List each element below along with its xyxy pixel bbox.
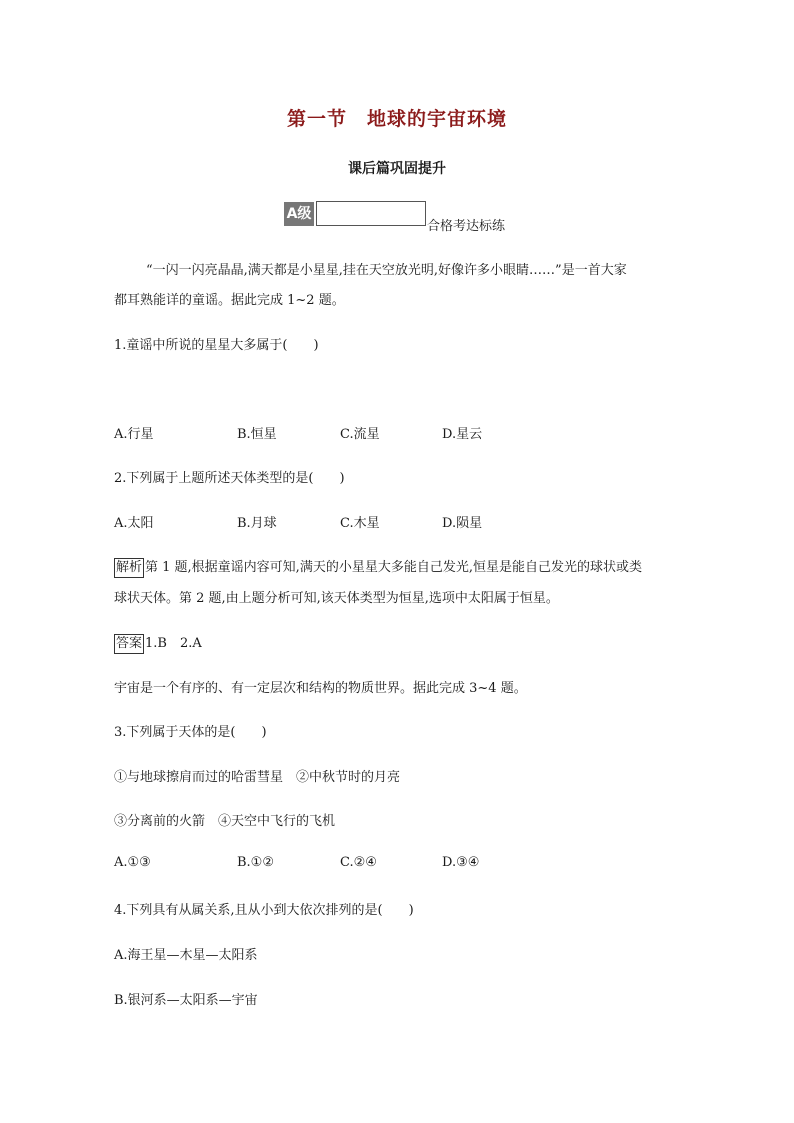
q1-option-b: B.恒星 [237, 427, 277, 442]
q4-option-a: A.海王星—木星—太阳系 [114, 948, 258, 963]
level-score-box [316, 201, 426, 226]
intro-paragraph-2: 宇宙是一个有序的、有一定层次和结构的物质世界。据此完成 3~4 题。 [114, 681, 527, 696]
q2-option-d: D.陨星 [442, 516, 483, 531]
analysis-line1 [114, 556, 642, 578]
question-4-stem: 4.下列具有从属关系,且从小到大依次排列的是( ) [114, 903, 414, 918]
level-label: 合格考达标练 [427, 219, 506, 234]
answer-line [114, 632, 202, 654]
question-2-stem: 2.下列属于上题所述天体类型的是( ) [114, 471, 345, 486]
q3-option-b: B.①② [237, 855, 274, 870]
intro-paragraph-line2: 都耳熟能详的童谣。据此完成 1~2 题。 [114, 293, 345, 308]
q1-option-c: C.流星 [340, 427, 380, 442]
q2-option-b: B.月球 [237, 516, 277, 531]
q3-option-a: A.①③ [114, 855, 151, 870]
section-subtitle: 课后篇巩固提升 [348, 161, 446, 177]
intro-paragraph-line1: “一闪一闪亮晶晶,满天都是小星星,挂在天空放光明,好像许多小眼睛……”是一首大家 [146, 263, 627, 278]
question-1-stem: 1.童谣中所说的星星大多属于( ) [114, 338, 319, 353]
q1-option-a: A.行星 [114, 427, 154, 442]
analysis-tag: 解析 [114, 558, 144, 578]
q3-items-line2: ③分离前的火箭 ④天空中飞行的飞机 [114, 814, 336, 829]
level-badge: A级 [284, 202, 314, 226]
answer-tag: 答案 [114, 634, 144, 654]
q3-option-c: C.②④ [340, 855, 377, 870]
q2-option-a: A.太阳 [114, 516, 154, 531]
q4-option-b: B.银河系—太阳系—宇宙 [114, 993, 258, 1008]
analysis-text-1: 第 1 题,根据童谣内容可知,满天的小星星大多能自己发光,恒星是能自己发光的球状或类 [145, 560, 642, 575]
q1-option-d: D.星云 [442, 427, 483, 442]
q3-items-line1: ①与地球擦肩而过的哈雷彗星 ②中秋节时的月亮 [114, 770, 401, 785]
analysis-line2: 球状天体。第 2 题,由上题分析可知,该天体类型为恒星,选项中太阳属于恒星。 [114, 591, 559, 606]
question-3-stem: 3.下列属于天体的是( ) [114, 725, 267, 740]
q3-option-d: D.③④ [442, 855, 480, 870]
answer-text: 1.B 2.A [145, 636, 202, 651]
q2-option-c: C.木星 [340, 516, 380, 531]
page-title: 第一节 地球的宇宙环境 [286, 108, 507, 130]
